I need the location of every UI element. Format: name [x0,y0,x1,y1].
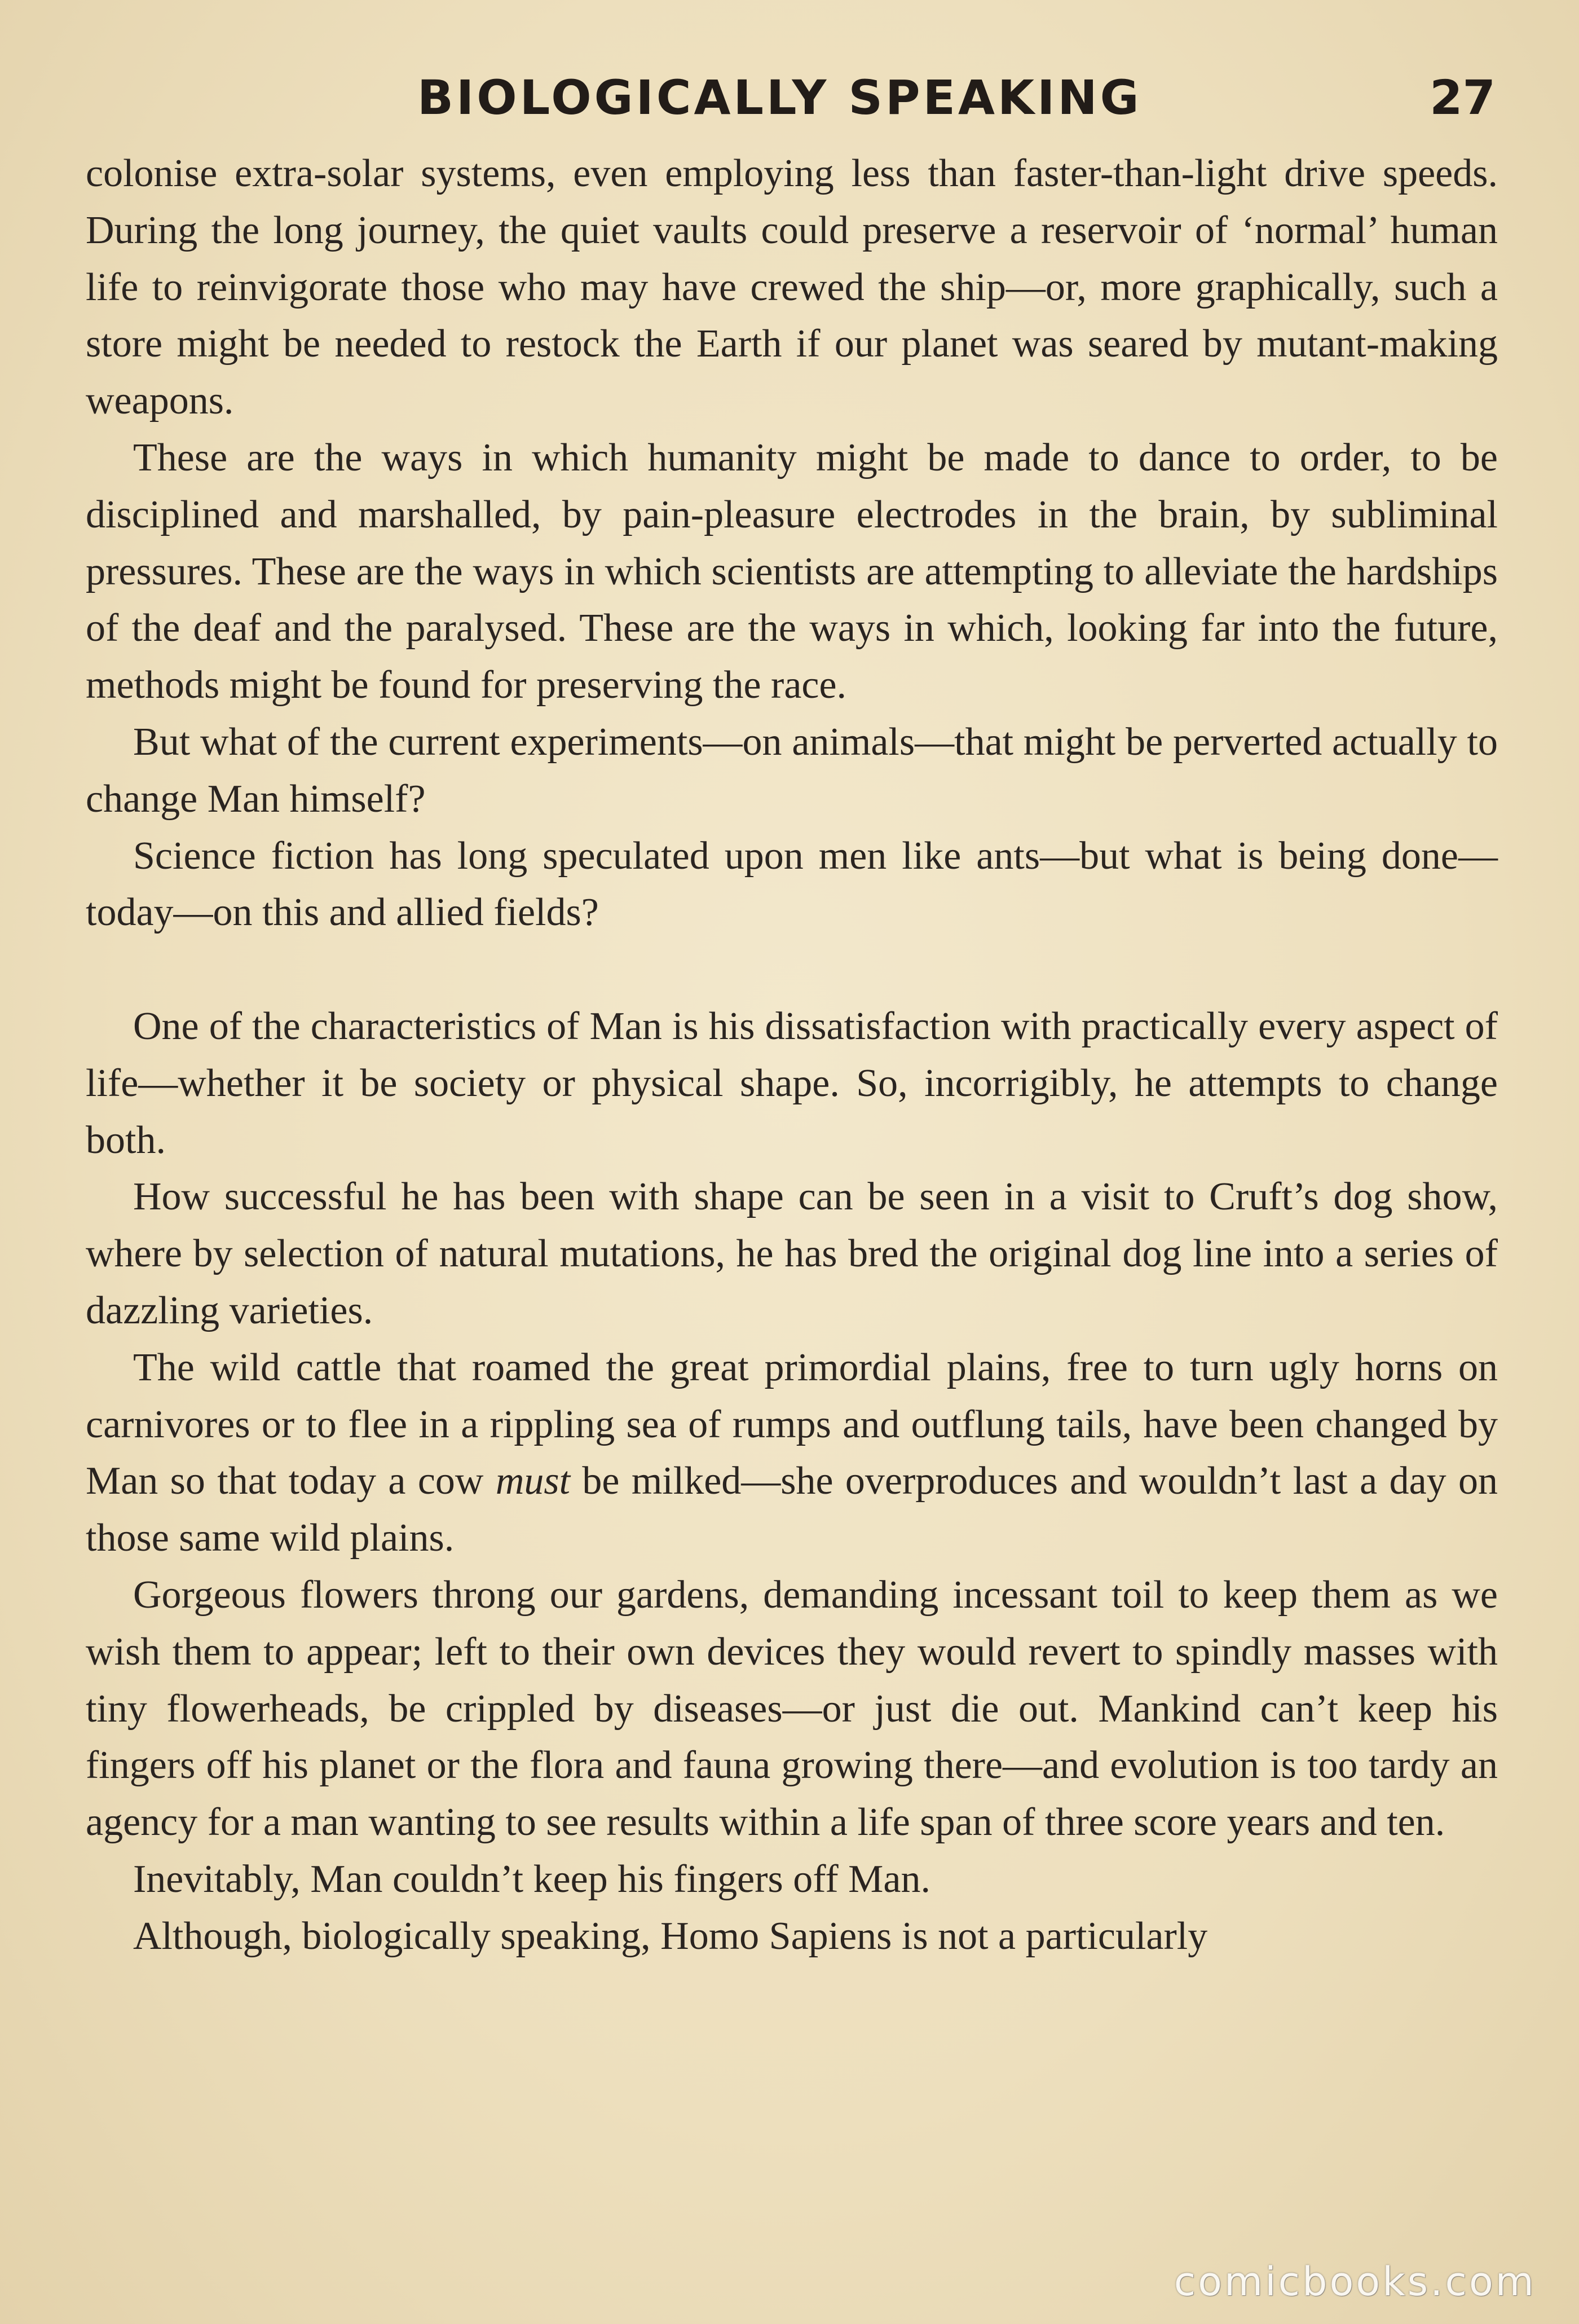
paragraph-continued: colonise extra-solar systems, even employing less than faster-than-light drive speeds. During the long journey, the quiet vaults could preserve a reservoir of ‘normal’ human life to reinvigorate those who may have crewed the ship—or, more graphically, such a store might be needed to restock the Earth if our planet was seared by mutant-making weapons. [86,152,1498,423]
emphasized-word: must [495,1459,571,1503]
paragraph: How successful he has been with shape can be seen in a visit to Cruft’s dog show, where by selection of natural mutations, he has bred the original dog line into a series of dazzling varieties. [86,1175,1498,1332]
running-title: BIOLOGICALLY SPEAKING [417,70,1142,125]
body-text [86,146,1498,1965]
paragraph-with-emphasis [86,1340,1498,1567]
paragraph-text-before: The wild cattle that roamed the great primordial plains, free to turn ugly horns on carnivores or to flee in a rippling sea of rumps and outflung tails, have been changed by Man so that today a cow [86,1345,1498,1503]
page-number: 27 [1430,70,1496,125]
paragraph-continues: Although, biologically speaking, Homo Sapiens is not a particularly [133,1914,1208,1958]
paragraph-text-after: be milked—she overproduces and wouldn’t last a day on those same wild plains. [86,1459,1498,1560]
paragraph: Gorgeous flowers throng our gardens, demanding incessant toil to keep them as we wish them to appear; left to their own devices they would revert to spindly masses with tiny flowerheads, be crippled by diseases—or just die out. Mankind can’t keep his fingers off his planet or the flora and fauna growing there—and evolution is too tardy an agency for a man wanting to see results within a life span of three score years and ten. [86,1573,1498,1845]
paragraph: Inevitably, Man couldn’t keep his fingers off Man. [133,1857,930,1901]
watermark: comicbooks.com [1174,2259,1536,2305]
paragraph-section-start: One of the characteristics of Man is his dissatisfaction with practically every aspect of life—whether it be society or physical shape. So, incorrigibly, he attempts to change both. [86,1004,1498,1162]
paragraph: But what of the current experiments—on animals—that might be perverted actually to change Man himself? [86,720,1498,821]
paragraph: Science fiction has long speculated upon men like ants—but what is being done—today—on this and allied fields? [86,834,1498,935]
running-head [0,67,1579,134]
paragraph: These are the ways in which humanity might be made to dance to order, to be disciplined and marshalled, by pain-pleasure electrodes in the brain, by subliminal pressures. These are the ways in which scientists are attempting to alleviate the hardships of the deaf and the paralysed. These are the ways in which, looking far into the future, methods might be found for preserving the race. [86,435,1498,707]
